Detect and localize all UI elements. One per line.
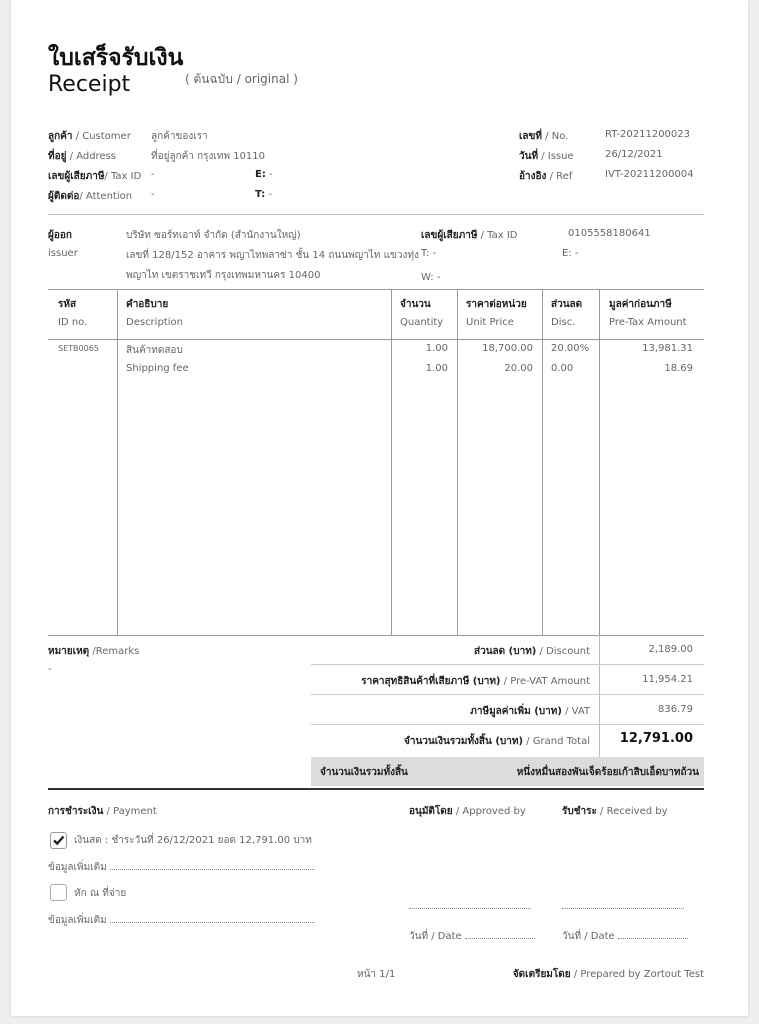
totals-row-border [311, 694, 704, 695]
row-discount: 0.00 [551, 363, 574, 374]
issuer-label-en: issuer [48, 248, 78, 259]
issue-date-label: วันที่ / Issue [519, 151, 574, 162]
address-label: ที่อยู่ / Address [48, 151, 117, 162]
issuer-email: E: - [562, 248, 579, 259]
more-info-field[interactable]: ข้อมูลเพิ่มเติม [48, 860, 315, 875]
remarks-value: - [48, 664, 52, 675]
row-amount: 13,981.31 [642, 343, 693, 354]
row-unit-price: 18,700.00 [482, 343, 533, 354]
customer-tel: T: - [255, 189, 273, 200]
header-discount-en: Disc. [551, 317, 576, 328]
totals-row-border [311, 664, 704, 665]
amount-words-label: จำนวนเงินรวมทั้งสิ้น [320, 767, 408, 778]
cash-payment-text: เงินสด : ชำระวันที่ 26/12/2021 ยอด 12,791.00 บาท [74, 835, 312, 846]
header-description-en: Description [126, 317, 183, 328]
row-discount: 20.00% [551, 343, 590, 354]
received-signature-line [562, 908, 684, 909]
issuer-address-line2: พญาไท เขตราชเทวี กรุงเทพมหานคร 10400 [126, 270, 321, 281]
title-thai: ใบเสร็จรับเงิน [48, 45, 184, 71]
totals-row-border [311, 724, 704, 725]
withholding-text: หัก ณ ที่จ่าย [74, 888, 127, 899]
row-description: Shipping fee [126, 363, 189, 374]
checkmark-icon [51, 833, 66, 848]
grand-total-label: จำนวนเงินรวมทั้งสิ้น (บาท) / Grand Total [403, 736, 590, 747]
row-amount: 18.69 [664, 363, 693, 374]
attention-value: - [151, 189, 155, 200]
cash-checkbox[interactable] [50, 832, 67, 849]
customer-label: ลูกค้า / Customer [48, 131, 131, 142]
issuer-taxid-label: เลขผู้เสียภาษี / Tax ID [421, 230, 518, 241]
vat-label: ภาษีมูลค่าเพิ่ม (บาท) / VAT [470, 706, 590, 717]
approved-date: วันที่ / Date [409, 929, 535, 944]
amount-words-value: หนึ่งหมื่นสองพันเจ็ดร้อยเก้าสิบเอ็ดบาทถ้วน [516, 767, 699, 778]
customer-email: E: - [255, 169, 273, 180]
header-quantity: จำนวน [400, 299, 431, 310]
page-number: หน้า 1/1 [357, 969, 396, 980]
customer-taxid-value: - [151, 169, 155, 180]
address-value: ที่อยู่ลูกค้า กรุงเทพ 10110 [151, 151, 266, 162]
ref-value: IVT-20211200004 [605, 169, 694, 180]
header-description: คำอธิบาย [126, 299, 169, 310]
customer-taxid-label: เลขผู้เสียภาษี/ Tax ID [48, 171, 142, 182]
title-english: Receipt [48, 72, 131, 97]
issuer-address-line1: เลขที่ 128/152 อาคาร พญาไทพลาซ่า ชั้น 14 ถนนพญาไท แขวงทุ่ง [126, 250, 419, 261]
grand-total-value: 12,791.00 [619, 731, 693, 746]
table-top-border [48, 289, 704, 290]
divider [48, 214, 704, 215]
issuer-taxid-value: 0105558180641 [568, 228, 651, 239]
remarks-label: หมายเหตุ /Remarks [48, 646, 140, 657]
discount-value: 2,189.00 [648, 644, 693, 655]
approved-by-label: อนุมัติโดย / Approved by [409, 806, 526, 817]
header-pretax-amount: มูลค่าก่อนภาษี [609, 299, 672, 310]
discount-label: ส่วนลด (บาท) / Discount [474, 646, 590, 657]
ref-label: อ้างอิง / Ref [519, 171, 573, 182]
header-discount: ส่วนลด [551, 299, 583, 310]
withholding-checkbox[interactable] [50, 884, 67, 901]
issuer-name: บริษัท ซอร์ทเอาท์ จำกัด (สำนักงานใหญ่) [126, 230, 301, 241]
row-quantity: 1.00 [425, 363, 448, 374]
header-unit-price-en: Unit Price [466, 317, 514, 328]
header-id-en: ID no. [58, 317, 88, 328]
payment-label: การชำระเงิน / Payment [48, 806, 157, 817]
header-quantity-en: Quantity [400, 317, 444, 328]
received-date: วันที่ / Date [562, 929, 688, 944]
header-id: รหัส [58, 299, 77, 310]
doc-no-value: RT-20211200023 [605, 129, 691, 140]
issuer-tel: T: - [421, 248, 437, 259]
received-by-label: รับชำระ / Received by [562, 806, 668, 817]
vat-value: 836.79 [658, 704, 693, 715]
prevat-label: ราคาสุทธิสินค้าที่เสียภาษี (บาท) / Pre-VAT Amount [361, 676, 590, 687]
col-divider [457, 289, 458, 635]
header-pretax-amount-en: Pre-Tax Amount [609, 317, 687, 328]
prevat-value: 11,954.21 [642, 674, 693, 685]
approved-signature-line [409, 908, 531, 909]
more-info-field[interactable]: ข้อมูลเพิ่มเติม [48, 913, 315, 928]
issuer-web: W: - [421, 272, 441, 283]
attention-label: ผู้ติดต่อ/ Attention [48, 191, 133, 202]
issue-date-value: 26/12/2021 [605, 149, 663, 160]
table-header-border [48, 339, 704, 340]
col-divider [599, 289, 600, 635]
row-description: สินค้าทดสอบ [126, 345, 183, 356]
col-divider [117, 289, 118, 635]
col-divider [391, 289, 392, 635]
copy-label: ( ต้นฉบับ / original ) [185, 72, 298, 86]
row-id: SETB0065 [58, 344, 99, 353]
section-divider [48, 788, 704, 790]
doc-no-label: เลขที่ / No. [519, 131, 569, 142]
issuer-label-th: ผู้ออก [48, 230, 72, 241]
receipt-page [11, 0, 748, 1016]
col-divider [542, 289, 543, 635]
row-unit-price: 20.00 [504, 363, 533, 374]
table-bottom-border [48, 635, 704, 636]
header-unit-price: ราคาต่อหน่วย [466, 299, 527, 310]
row-quantity: 1.00 [425, 343, 448, 354]
prepared-by: จัดเตรียมโดย / Prepared by Zortout Test [512, 969, 704, 980]
customer-value: ลูกค้าของเรา [151, 131, 208, 142]
